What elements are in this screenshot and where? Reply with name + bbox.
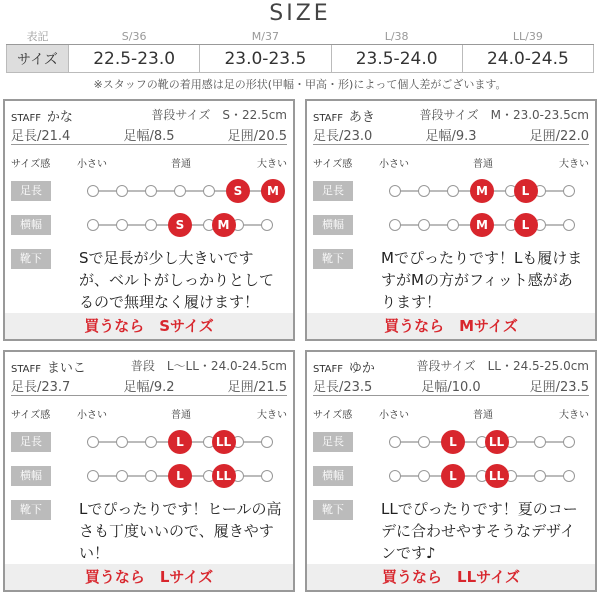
foot-width-measure: 足幅/9.3 bbox=[425, 129, 477, 144]
staff-header bbox=[11, 106, 287, 124]
size-mark: M bbox=[212, 213, 236, 237]
staff-label: STAFF bbox=[313, 364, 344, 375]
width-scale bbox=[87, 212, 273, 238]
size-mark: L bbox=[441, 464, 465, 488]
width-scale bbox=[389, 212, 575, 238]
scale-dot bbox=[261, 436, 273, 448]
scale-dot bbox=[145, 219, 157, 231]
foot-width-measure: 足幅/9.2 bbox=[123, 380, 175, 395]
scale-big-label: 大きい bbox=[559, 159, 589, 170]
foot-length-measure: 足長/21.4 bbox=[11, 129, 71, 144]
scale-normal-label: 普通 bbox=[171, 159, 191, 170]
scale-big-label: 大きい bbox=[257, 410, 287, 421]
scale-big-label: 大きい bbox=[257, 159, 287, 170]
scale-dot bbox=[145, 436, 157, 448]
size-value-cell: 23.5-24.0 bbox=[331, 45, 462, 73]
scale-dot bbox=[418, 219, 430, 231]
staff-card bbox=[3, 99, 295, 341]
scale-header bbox=[313, 153, 591, 169]
size-sense-label: サイズ感 bbox=[313, 410, 353, 421]
foot-girth-measure: 足囲/21.5 bbox=[227, 380, 287, 395]
staff-card bbox=[305, 350, 597, 592]
scale-normal-label: 普通 bbox=[171, 410, 191, 421]
size-header-cell: 表記 bbox=[7, 28, 69, 45]
foot-length-label: 足長 bbox=[313, 432, 353, 452]
socks-label: 靴下 bbox=[11, 249, 51, 269]
size-sense-label: サイズ感 bbox=[11, 410, 51, 421]
scale-header bbox=[313, 404, 591, 420]
scale-small-label: 小さい bbox=[77, 159, 107, 170]
scale-dot bbox=[116, 470, 128, 482]
recommendation: 買うなら Mサイズ bbox=[307, 313, 595, 339]
staff-name: あき bbox=[348, 110, 375, 125]
size-header-cell: LL/39 bbox=[462, 28, 593, 45]
size-table-row bbox=[7, 45, 594, 73]
staff-name: まいこ bbox=[46, 361, 86, 376]
usual-size: 普段 L～LL・24.0-24.5cm bbox=[130, 359, 287, 373]
scale-header bbox=[11, 404, 289, 420]
scale-normal-label: 普通 bbox=[473, 159, 493, 170]
socks-label: 靴下 bbox=[313, 249, 353, 269]
scale-dot bbox=[418, 470, 430, 482]
size-mark: L bbox=[514, 179, 538, 203]
scale-small-label: 小さい bbox=[379, 410, 409, 421]
foot-width-measure: 足幅/10.0 bbox=[421, 380, 481, 395]
scale-small-label: 小さい bbox=[77, 410, 107, 421]
socks-label: 靴下 bbox=[313, 500, 353, 520]
foot-girth-measure: 足囲/20.5 bbox=[227, 129, 287, 144]
page-title: SIZE bbox=[269, 1, 331, 26]
size-header-cell: L/38 bbox=[331, 28, 462, 45]
size-mark: L bbox=[441, 430, 465, 454]
size-value-cell: 22.5-23.0 bbox=[69, 45, 200, 73]
width-label: 横幅 bbox=[313, 466, 353, 486]
scale-dot bbox=[174, 185, 186, 197]
size-value-cell: 23.0-23.5 bbox=[200, 45, 331, 73]
size-table-header bbox=[7, 28, 594, 45]
scale-dot bbox=[87, 470, 99, 482]
size-mark: LL bbox=[212, 430, 236, 454]
scale-dot bbox=[116, 185, 128, 197]
width-scale bbox=[87, 463, 273, 489]
scale-dot bbox=[145, 470, 157, 482]
size-mark: M bbox=[470, 213, 494, 237]
foot-length-label: 足長 bbox=[11, 432, 51, 452]
foot-length-scale bbox=[87, 178, 279, 204]
staff-comment: Sで足長が少し大きいですが、ベルトがしっかりとしてるので無理なく履けます！ bbox=[79, 249, 275, 311]
size-mark: L bbox=[168, 464, 192, 488]
socks-label: 靴下 bbox=[11, 500, 51, 520]
scale-small-label: 小さい bbox=[379, 159, 409, 170]
usual-size: 普段サイズ LL・24.5-25.0cm bbox=[416, 359, 589, 373]
foot-girth-measure: 足囲/22.0 bbox=[529, 129, 589, 144]
scale-dot bbox=[87, 185, 99, 197]
scale-dot bbox=[389, 436, 401, 448]
foot-length-label: 足長 bbox=[313, 181, 353, 201]
size-mark: LL bbox=[485, 464, 509, 488]
recommendation: 買うなら Sサイズ bbox=[5, 313, 293, 339]
size-mark: M bbox=[470, 179, 494, 203]
size-header-cell: M/37 bbox=[200, 28, 331, 45]
foot-measures bbox=[11, 376, 287, 396]
size-value-cell: 24.0-24.5 bbox=[462, 45, 593, 73]
size-table bbox=[6, 28, 594, 73]
scale-dot bbox=[261, 219, 273, 231]
staff-card bbox=[305, 99, 597, 341]
scale-dot bbox=[447, 219, 459, 231]
scale-dot bbox=[87, 436, 99, 448]
scale-dot bbox=[203, 185, 215, 197]
staff-header bbox=[313, 106, 589, 124]
scale-dot bbox=[389, 470, 401, 482]
staff-label: STAFF bbox=[11, 364, 42, 375]
foot-length-scale bbox=[389, 429, 575, 455]
foot-measures bbox=[313, 376, 589, 396]
scale-normal-label: 普通 bbox=[473, 410, 493, 421]
recommendation: 買うなら LLサイズ bbox=[307, 564, 595, 590]
size-header-cell: S/36 bbox=[69, 28, 200, 45]
scale-dot bbox=[563, 219, 575, 231]
size-mark: S bbox=[168, 213, 192, 237]
size-mark: LL bbox=[485, 430, 509, 454]
staff-label: STAFF bbox=[313, 113, 344, 124]
size-mark: M bbox=[261, 179, 285, 203]
scale-dot bbox=[534, 470, 546, 482]
staff-label: STAFF bbox=[11, 113, 42, 124]
scale-dot bbox=[418, 436, 430, 448]
foot-length-label: 足長 bbox=[11, 181, 51, 201]
foot-girth-measure: 足囲/23.5 bbox=[529, 380, 589, 395]
width-scale bbox=[389, 463, 575, 489]
scale-dot bbox=[87, 219, 99, 231]
staff-card bbox=[3, 350, 295, 592]
width-label: 横幅 bbox=[11, 466, 51, 486]
size-mark: S bbox=[226, 179, 250, 203]
foot-measures bbox=[313, 125, 589, 145]
foot-length-measure: 足長/23.7 bbox=[11, 380, 71, 395]
foot-length-scale bbox=[87, 429, 273, 455]
foot-width-measure: 足幅/8.5 bbox=[123, 129, 175, 144]
foot-length-scale bbox=[389, 178, 575, 204]
scale-dot bbox=[563, 436, 575, 448]
fit-note: ※スタッフの靴の着用感は足の形状(甲幅・甲高・形)によって個人差がございます。 bbox=[93, 78, 507, 91]
scale-dot bbox=[418, 185, 430, 197]
size-row-label: サイズ bbox=[7, 45, 69, 73]
recommendation: 買うなら Lサイズ bbox=[5, 564, 293, 590]
usual-size: 普段サイズ M・23.0-23.5cm bbox=[419, 108, 589, 122]
width-label: 横幅 bbox=[313, 215, 353, 235]
staff-name: ゆか bbox=[348, 361, 375, 376]
width-label: 横幅 bbox=[11, 215, 51, 235]
size-mark: L bbox=[514, 213, 538, 237]
scale-dot bbox=[563, 185, 575, 197]
staff-header bbox=[313, 357, 589, 375]
foot-length-measure: 足長/23.0 bbox=[313, 129, 373, 144]
staff-comment: Lでぴったりです！ヒールの高さも丁度いいので、履きやすい！ bbox=[79, 500, 282, 562]
staff-comment: LLでぴったりです！夏のコーデに合わせやすそうなデザインです♪ bbox=[381, 500, 578, 562]
size-mark: L bbox=[168, 430, 192, 454]
scale-dot bbox=[116, 219, 128, 231]
scale-dot bbox=[389, 185, 401, 197]
scale-dot bbox=[116, 436, 128, 448]
scale-dot bbox=[563, 470, 575, 482]
scale-header bbox=[11, 153, 289, 169]
scale-dot bbox=[447, 185, 459, 197]
foot-measures bbox=[11, 125, 287, 145]
staff-header bbox=[11, 357, 287, 375]
foot-length-measure: 足長/23.5 bbox=[313, 380, 373, 395]
scale-dot bbox=[261, 470, 273, 482]
size-sense-label: サイズ感 bbox=[11, 159, 51, 170]
scale-big-label: 大きい bbox=[559, 410, 589, 421]
scale-dot bbox=[145, 185, 157, 197]
size-mark: LL bbox=[212, 464, 236, 488]
staff-name: かな bbox=[46, 110, 73, 125]
size-sense-label: サイズ感 bbox=[313, 159, 353, 170]
staff-comment: Mでぴったりです！Lも履けますがMの方がフィット感があります！ bbox=[381, 249, 583, 311]
usual-size: 普段サイズ S・22.5cm bbox=[151, 108, 287, 122]
scale-dot bbox=[534, 436, 546, 448]
scale-dot bbox=[389, 219, 401, 231]
